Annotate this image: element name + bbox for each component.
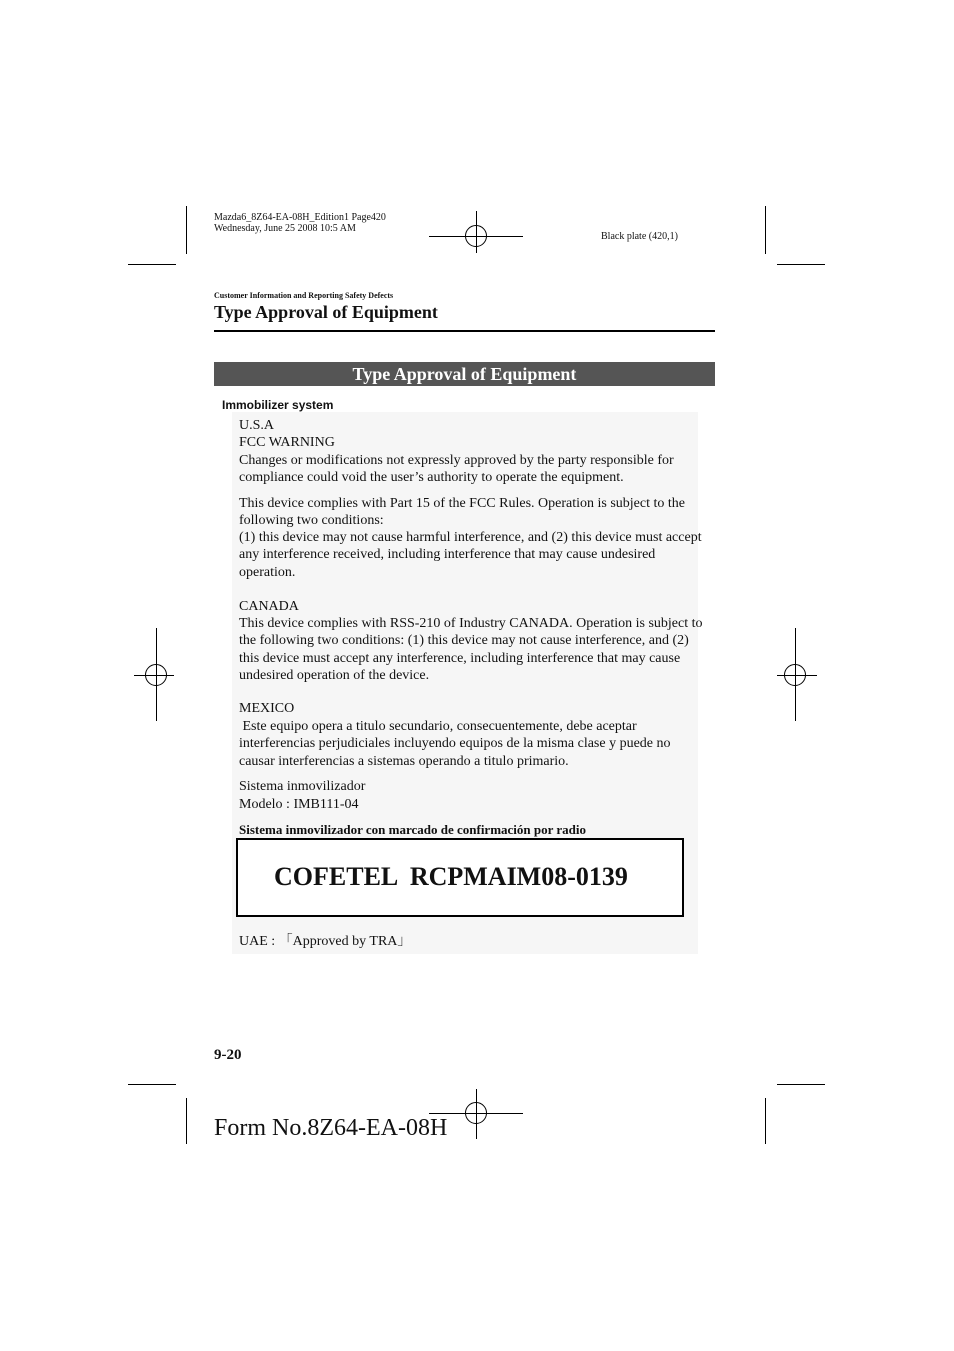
- cofetel-code: COFETEL RCPMAIM08-0139: [274, 862, 628, 891]
- mexico-label: MEXICO: [239, 701, 295, 716]
- modelo-label: Modelo : IMB111-04: [239, 797, 359, 812]
- cofetel-box: [236, 838, 684, 917]
- title-rule: [214, 330, 715, 332]
- fcc-part15-text: This device complies with Part 15 of the FCC Rules. Operation is subject to the following two conditions:: [239, 496, 685, 529]
- canada-text: This device complies with RSS-210 of Industry CANADA. Operation is subject to the following two conditions: (1) this device may not cause interference, and (2) this device must accept any interference, including interference that may cause undesired operation of the device.: [239, 616, 703, 683]
- registration-circle: [465, 1102, 487, 1124]
- crop-mark: [186, 206, 187, 254]
- registration-circle: [145, 664, 167, 686]
- file-info-line2: Wednesday, June 25 2008 10:5 AM: [214, 223, 356, 234]
- registration-circle: [465, 225, 487, 247]
- subheading: Immobilizer system: [222, 398, 334, 412]
- sistema-label: Sistema inmovilizador: [239, 779, 366, 794]
- page-number: 9-20: [214, 1047, 242, 1063]
- crop-mark: [128, 1084, 176, 1085]
- canada-label: CANADA: [239, 599, 299, 614]
- uae-text: UAE : 「Approved by TRA」: [239, 934, 412, 949]
- plate-info: Black plate (420,1): [601, 231, 678, 242]
- form-number: Form No.8Z64-EA-08H: [214, 1115, 448, 1141]
- crop-mark: [128, 264, 176, 265]
- registration-circle: [784, 664, 806, 686]
- crop-mark: [186, 1098, 187, 1144]
- sistema-radio-label: Sistema inmovilizador con marcado de confirmación por radio: [239, 822, 587, 837]
- crop-mark: [777, 1084, 825, 1085]
- usa-label: U.S.A: [239, 418, 275, 433]
- file-info-line1: Mazda6_8Z64-EA-08H_Edition1 Page420: [214, 212, 386, 223]
- mexico-text: Este equipo opera a titulo secundario, consecuentemente, debe aceptar interferencias perjudiciales incluyendo equipos de la misma clase y puede no causar interferencias a sistemas operando a titulo primario.: [239, 719, 675, 769]
- crop-mark: [765, 206, 766, 254]
- section-banner: Type Approval of Equipment: [214, 362, 715, 386]
- fcc-warning-label: FCC WARNING: [239, 435, 335, 450]
- crop-mark: [777, 264, 825, 265]
- page-title: Type Approval of Equipment: [214, 302, 438, 322]
- crop-mark: [765, 1098, 766, 1144]
- breadcrumb: Customer Information and Reporting Safety Defects: [214, 291, 394, 300]
- fcc-warning-text: Changes or modifications not expressly approved by the party responsible for compliance could void the user’s authority to operate the equipment.: [239, 453, 674, 486]
- fcc-conditions-text: (1) this device may not cause harmful interference, and (2) this device must accept any interference received, including interference that may cause undesired operation.: [239, 530, 702, 580]
